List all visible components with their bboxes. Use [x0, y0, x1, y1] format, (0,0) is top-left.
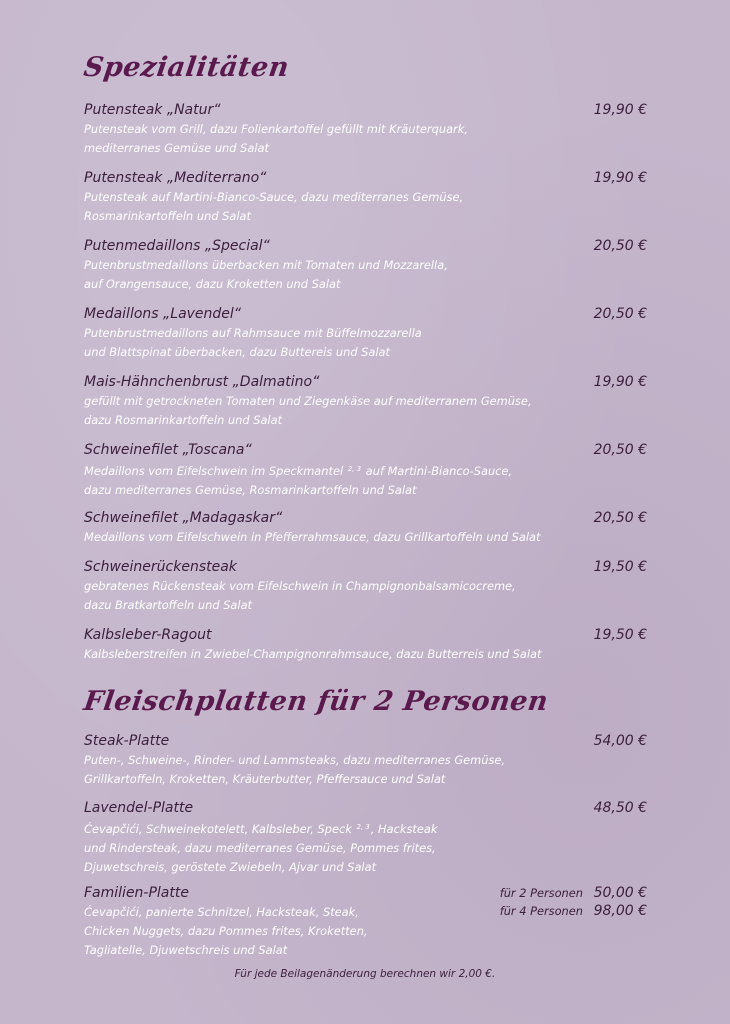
item-name: Lavendel-Platte: [84, 800, 194, 816]
item-description: Putensteak auf Martini-Bianco-Sauce, dazu mediterranes Gemüse, Rosmarinkartoffeln und Salat: [84, 190, 464, 223]
item-name: Schweinefilet „Madagaskar“: [84, 510, 283, 526]
item-description: Putenbrustmedaillons auf Rahmsauce mit Büffelmozzarella und Blattspinat überbacken, dazu Buttereis und Salat: [84, 326, 422, 359]
item-name: Putensteak „Mediterrano“: [84, 170, 267, 186]
portion-sizes: [500, 884, 583, 921]
item-name: Familien-Platte: [84, 885, 189, 901]
item-description: Ćevapčići, panierte Schnitzel, Hacksteak, Steak, Chicken Nuggets, dazu Pommes frites, Kroketten, Tagliatelle, Djuwetschreis und Salat: [84, 905, 368, 957]
item-name: Putensteak „Natur“: [84, 102, 221, 118]
section-title-platters: Fleischplatten für 2 Personen: [81, 686, 551, 717]
menu-item: [84, 305, 647, 362]
item-name: Mais-Hähnchenbrust „Dalmatino“: [84, 374, 320, 390]
price-2-persons: 50,00 €: [593, 885, 647, 901]
item-price: 19,90 €: [593, 374, 647, 390]
section-title-specialties: Spezialitäten: [81, 52, 292, 83]
menu-item: [84, 732, 647, 789]
menu-item: [84, 558, 647, 615]
item-name: Schweinefilet „Toscana“: [84, 442, 252, 458]
footnote-marker: 2, 3: [347, 465, 362, 473]
item-description: Kalbsleberstreifen in Zwiebel-Champignonrahmsauce, dazu Butterreis und Salat: [84, 647, 542, 661]
item-name: Medaillons „Lavendel“: [84, 306, 242, 322]
item-price: 19,90 €: [593, 170, 647, 186]
menu-item: [84, 626, 647, 664]
item-price: 19,50 €: [593, 627, 647, 643]
menu-item: [84, 441, 647, 500]
menu-item: [84, 799, 647, 877]
item-price: 20,50 €: [593, 510, 647, 526]
item-description: Medaillons vom Eifelschwein in Pfefferrahmsauce, dazu Grillkartoffeln und Salat: [84, 530, 541, 544]
item-name: Kalbsleber-Ragout: [84, 627, 212, 643]
portion-prices: [594, 884, 647, 921]
item-price: 19,90 €: [593, 102, 647, 118]
menu-item: [84, 884, 647, 960]
footer-note: Für jede Beilagenänderung berechnen wir 2,00 €.: [234, 968, 496, 980]
menu-item: [84, 101, 647, 158]
price-4-persons: 98,00 €: [593, 903, 647, 919]
item-description: gefüllt mit getrockneten Tomaten und Ziegenkäse auf mediterranem Gemüse, dazu Rosmarinkartoffeln und Salat: [84, 394, 532, 427]
menu-item: [84, 373, 647, 430]
portion-4-persons: für 4 Personen: [499, 904, 583, 918]
item-price: 19,50 €: [593, 559, 647, 575]
item-price: 48,50 €: [593, 800, 647, 816]
menu-item: [84, 237, 647, 294]
item-description: Putenbrustmedaillons überbacken mit Tomaten und Mozzarella, auf Orangensauce, dazu Kroketten und Salat: [84, 258, 448, 291]
portion-2-persons: für 2 Personen: [499, 886, 583, 900]
item-description: Puten-, Schweine-, Rinder- und Lammsteaks, dazu mediterranes Gemüse, Grillkartoffeln, Kroketten, Kräuterbutter, Pfeffersauce und Salat: [84, 753, 506, 786]
footnote-marker: 2, 3: [356, 823, 370, 831]
item-price: 54,00 €: [593, 733, 647, 749]
item-price: 20,50 €: [593, 238, 647, 254]
item-description: Medaillons vom Eifelschwein im Speckmantel $^{2, 3}$ auf Martini-Bianco-Sauce, dazu mediterranes Gemüse, Rosmarinkartoffeln und Salat: [84, 464, 513, 497]
item-name: Steak-Platte: [84, 733, 170, 749]
item-description: Putensteak vom Grill, dazu Folienkartoffel gefüllt mit Kräuterquark, mediterranes Gemüse und Salat: [84, 122, 468, 155]
menu-item: [84, 509, 647, 547]
menu-item: [84, 169, 647, 226]
item-name: Schweinerückensteak: [84, 559, 237, 575]
item-description: Ćevapčići, Schweinekotelett, Kalbsleber, Speck $^{2, 3}$, Hacksteak und Rindersteak, dazu mediterranes Gemüse, Pommes frites, Djuwetschreis, geröstete Zwiebeln, Ajvar und Salat: [84, 822, 438, 874]
item-price: 20,50 €: [593, 442, 647, 458]
item-description: gebratenes Rückensteak vom Eifelschwein in Champignonbalsamicocreme, dazu Bratkartoffeln und Salat: [84, 579, 516, 612]
item-name: Putenmedaillons „Special“: [84, 238, 270, 254]
item-price: 20,50 €: [593, 306, 647, 322]
